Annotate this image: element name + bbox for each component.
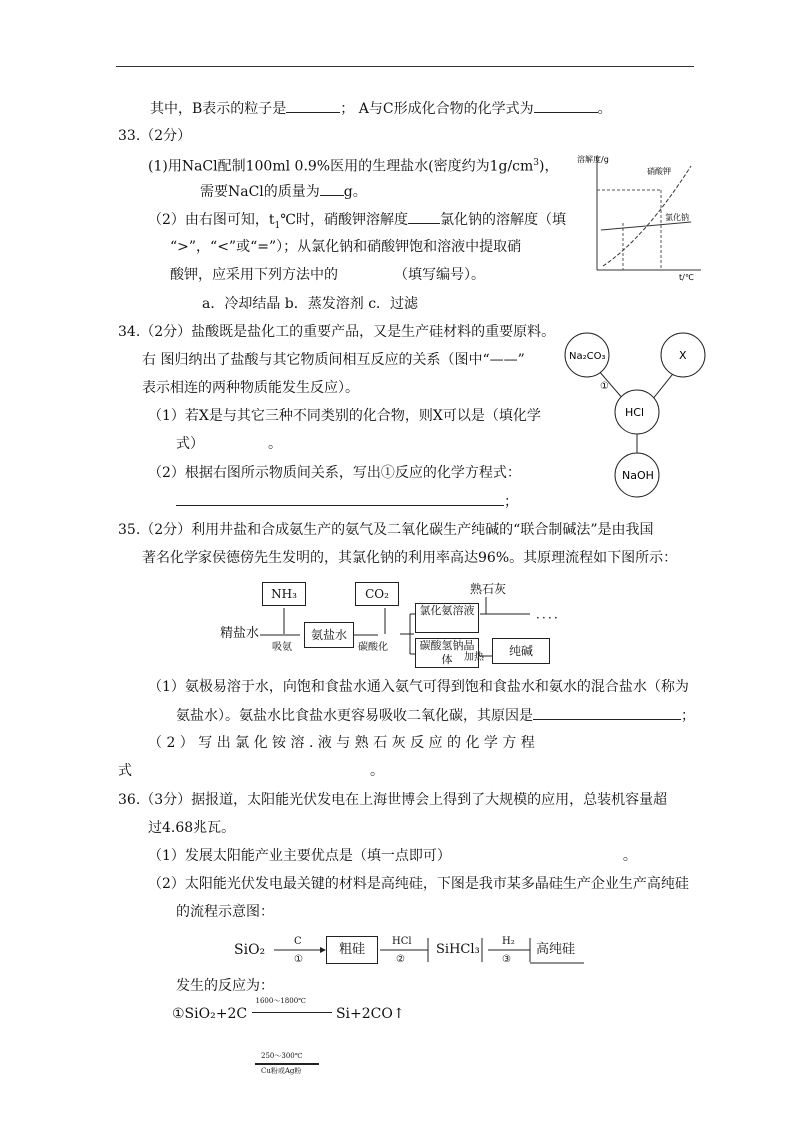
q33-line4: “>”，“<”或“=”）；从氯化钠和硝酸钾饱和溶液中提取硝 [170, 239, 522, 255]
q34-line1: 34.（2分）盐酸既是盐化工的重要产品，又是生产硅材料的重要原料。 [118, 324, 556, 340]
y-axis-label: 溶解度/g [577, 155, 609, 164]
box-soda: 纯碱 [492, 638, 550, 664]
label-carbonate: 碳酸化 [358, 642, 388, 653]
reaction-1-condition: 1600～1800℃ [252, 1007, 332, 1021]
q36-line3: （1）发展太阳能产业主要优点是（填一点即可） 。 [148, 848, 637, 864]
q35-line5: （ 2 ） 写 出 氯 化 铵 溶 . 液 与 熟 石 灰 反 应 的 化 学 方 程 [148, 735, 535, 751]
answer-blank[interactable] [176, 491, 504, 506]
reaction-relation-diagram [560, 325, 710, 500]
reaction-mark: ① [600, 381, 609, 392]
q33-head: 33.（2分） [118, 128, 192, 144]
label-heat: 加热 [464, 652, 484, 663]
answer-blank[interactable] [534, 98, 598, 113]
answer-blank[interactable] [320, 181, 344, 196]
q35-line3: （1）氨极易溶于水，向饱和食盐水通入氨气可得到饱和食盐水和氨水的混合盐水（称为 [148, 679, 689, 695]
flow-sihcl3: SiHCl₃ [436, 942, 480, 957]
q34-line2: 右 图归纳出了盐酸与其它物质间相互反应的关系（图中“——” [142, 352, 525, 368]
flow-c: C [294, 936, 302, 947]
q33-line5: 酸钾，应采用下列方法中的 （填写编号）。 [170, 267, 485, 283]
q35-line2: 著名化学家侯德傍先生发明的，其氯化钠的利用率高达96%。其原理流程如下图所示： [142, 550, 678, 566]
box-crude-si: 粗硅 [326, 936, 378, 964]
flow-h2: H₂ [502, 936, 515, 947]
q33-line1: (1)用NaCl配制100ml 0.9%医用的生理盐水(密度约为$1g/cm^3$)， [148, 158, 559, 175]
q36-line2: 过4.68兆瓦。 [148, 820, 236, 836]
soda-process-flow [200, 578, 600, 670]
flow-step1: ① [294, 954, 303, 965]
q36-line6: 发生的反应为： [176, 978, 274, 994]
label-absorb: 吸氨 [272, 642, 292, 653]
box-nahco3: 碳酸氢钠晶体 [415, 638, 479, 668]
q33-line3: （2）由右图可知，$t_1℃$时，硝酸钾溶解度 氯化钠的溶解度（填 [148, 209, 566, 236]
box-co2: CO₂ [355, 582, 399, 606]
label-dots: ．．．． [536, 607, 567, 621]
reaction-2-condition: 250～300℃ Cu粉或Ag粉 [255, 1050, 321, 1080]
reaction-1: ①SiO₂+2C 1600～1800℃ Si+2CO↑ [172, 997, 405, 1022]
node-x: X [679, 349, 687, 362]
q33-options: a．冷却结晶 b．蒸发溶剂 c．过滤 [202, 296, 419, 312]
q36-line4: （2）太阳能光伏发电最关键的材料是高纯硅，下图是我市某多晶硅生产企业生产高纯硅 [148, 876, 689, 892]
q33-line2: 需要NaCl的质量为 g。 [200, 181, 367, 202]
q35-line4: 氨盐水）。氨盐水比食盐水更容易吸收二氧化碳，其原因是 ； [176, 705, 695, 726]
q35-line1: 35.（2分）利用井盐和合成氨生产的氨气及二氧化碳生产纯碱的“联合制碱法”是由我国 [118, 522, 654, 538]
answer-blank[interactable] [533, 705, 681, 720]
solubility-graph [575, 148, 705, 283]
q34-line4: （1）若X是与其它三种不同类别的化合物，则X可以是（填化学 [148, 408, 541, 424]
header-rule [116, 66, 694, 67]
q32-tail-line: 其中，B表示的粒子是 ； A与C形成化合物的化学式为 。 [150, 98, 612, 119]
box-nh3: NH₃ [262, 582, 306, 606]
answer-blank[interactable] [408, 209, 440, 224]
box-nh4cl: 氯化氨溶液 [415, 603, 479, 633]
q34-line6: （2）根据右图所示物质间关系，写出①反应的化学方程式： [148, 465, 521, 481]
kno3-curve-label: 硝酸钾 [647, 167, 671, 176]
flow-hcl: HCl [392, 936, 412, 947]
x-axis-label: t/℃ [679, 273, 694, 282]
flow-pure-si: 高纯硅 [536, 942, 576, 957]
q36-line1: 36.（3分）据报道，太阳能光伏发电在上海世博会上得到了大规模的应用，总装机容量超 [118, 792, 668, 808]
q34-line5: 式） 。 [176, 436, 282, 452]
answer-blank[interactable] [286, 98, 340, 113]
flow-step2: ② [396, 954, 405, 965]
q34-line3: 表示相连的两种物质能发生反应）。 [142, 380, 359, 396]
flow-step3: ③ [502, 954, 511, 965]
node-naoh: NaOH [622, 469, 654, 482]
q34-line7: ； [176, 491, 518, 512]
q36-line5: 的流程示意图： [176, 904, 274, 920]
silicon-process-flow [230, 930, 600, 970]
label-lime: 熟石灰 [470, 582, 507, 596]
box-ammonia-brine: 氨盐水 [304, 622, 354, 648]
q35-line6: 式 。 [118, 763, 384, 779]
label-brine: 精盐水 [220, 626, 260, 641]
nacl-curve-label: 氯化钠 [665, 213, 689, 222]
node-hcl: HCl [625, 406, 645, 419]
node-na2co3: Na₂CO₃ [569, 351, 606, 362]
flow-sio2: SiO₂ [234, 942, 266, 958]
